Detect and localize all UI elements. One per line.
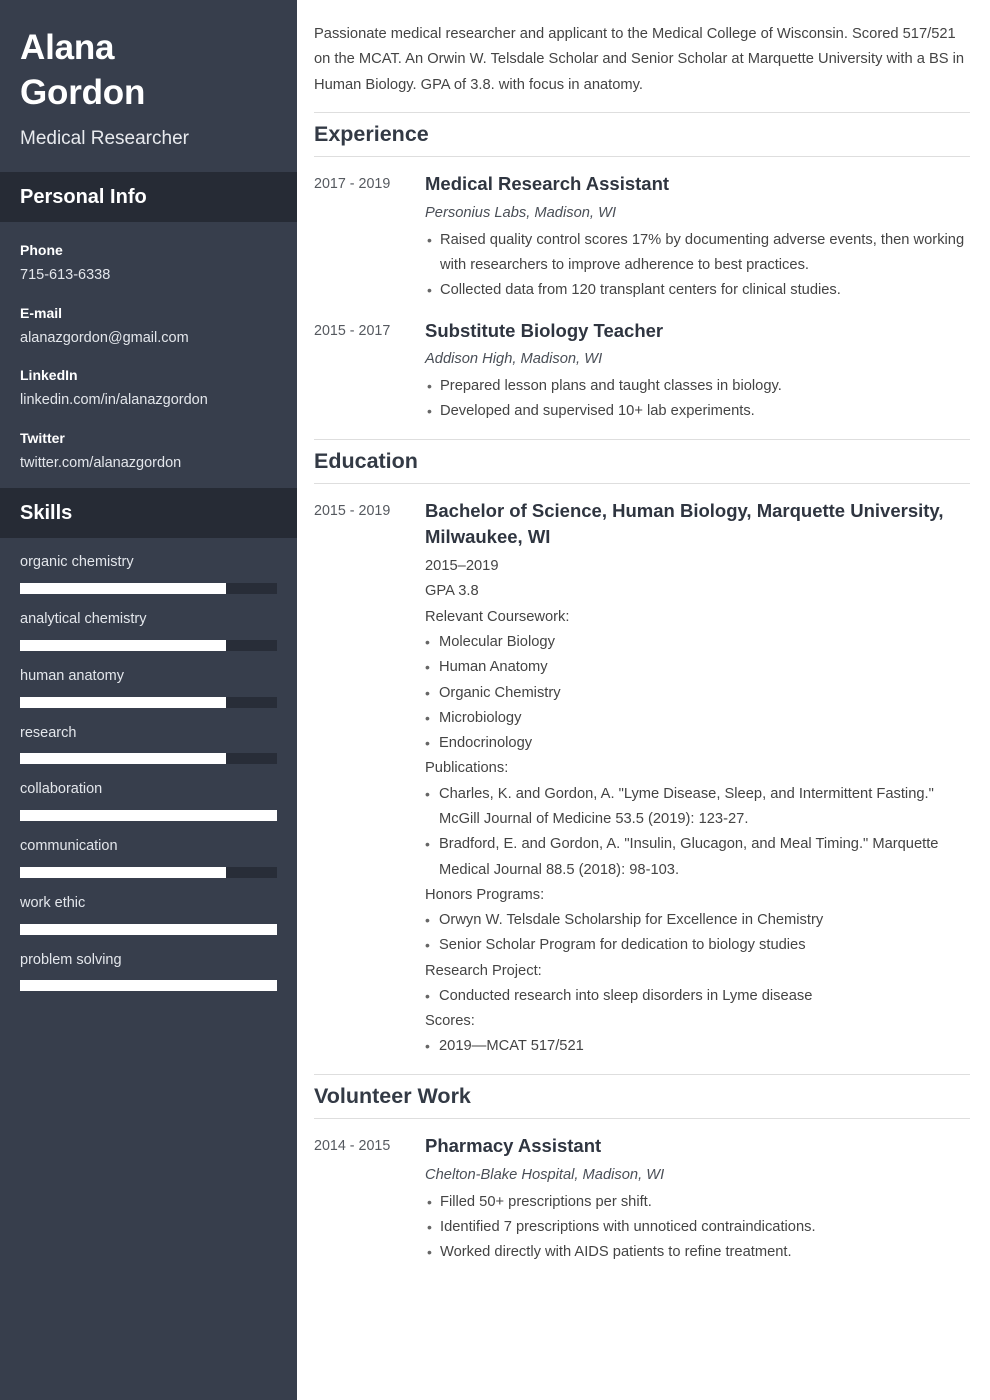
entry-dates: 2015 - 2019 <box>314 503 391 520</box>
contact-value-linkedin[interactable]: linkedin.com/in/alanazgordon <box>20 392 208 409</box>
education-bullet-list <box>425 630 970 756</box>
skill-item <box>20 723 277 765</box>
volunteer-entry <box>314 1133 970 1265</box>
skill-level-fill <box>20 867 226 878</box>
skill-item <box>20 666 277 708</box>
section-education <box>314 439 970 1060</box>
entry-job-title: Pharmacy Assistant <box>425 1135 602 1157</box>
entry-body <box>425 498 970 1060</box>
contact-value-phone[interactable]: 715-613-6338 <box>20 267 111 284</box>
contact-value-email[interactable]: alanazgordon@gmail.com <box>20 329 189 346</box>
skill-label: collaboration <box>20 781 103 798</box>
personal-info-header <box>0 172 297 222</box>
skill-level-track <box>20 867 277 878</box>
skill-level-fill <box>20 980 277 991</box>
skill-item <box>20 779 277 821</box>
entry-bullet-list <box>425 1190 970 1266</box>
entry-organization: Personius Labs, Madison, WI <box>425 204 617 221</box>
education-bullet: • Human Anatomy <box>425 655 970 680</box>
skill-level-fill <box>20 924 277 935</box>
skill-level-track <box>20 753 277 764</box>
contact-label: Phone <box>20 242 63 259</box>
section-volunteer <box>314 1074 970 1266</box>
candidate-name: Alana Gordon <box>20 28 146 112</box>
skill-level-fill <box>20 583 226 594</box>
entry-bullet: • Worked directly with AIDS patients to refine treatment. <box>425 1240 970 1265</box>
skill-item <box>20 950 277 992</box>
contact-value-twitter[interactable]: twitter.com/alanazgordon <box>20 454 182 471</box>
education-bullet-list <box>425 908 970 959</box>
education-bullet-list <box>425 782 970 883</box>
entry-body <box>425 1133 970 1265</box>
contact-list <box>0 222 297 488</box>
education-bullet: • Microbiology <box>425 706 970 731</box>
entry-dates: 2017 - 2019 <box>314 176 391 193</box>
skill-level-fill <box>20 697 226 708</box>
entry-organization: Addison High, Madison, WI <box>425 351 603 368</box>
section-header-volunteer <box>314 1074 970 1119</box>
skill-item <box>20 609 277 651</box>
entry-dates: 2015 - 2017 <box>314 322 391 339</box>
contact-item-phone <box>20 240 277 286</box>
skill-label: human anatomy <box>20 667 124 684</box>
entry-body <box>425 318 970 425</box>
skill-label: communication <box>20 838 118 855</box>
experience-entry <box>314 318 970 425</box>
skill-item <box>20 552 277 594</box>
skills-list <box>0 538 297 1011</box>
education-detail-line: Scores: <box>425 1013 475 1030</box>
education-detail-line: Relevant Coursework: <box>425 608 570 625</box>
education-bullet: • Orwyn W. Telsdale Scholarship for Excellence in Chemistry <box>425 908 970 933</box>
education-bullet: • Conducted research into sleep disorders in Lyme disease <box>425 984 970 1009</box>
main-content <box>297 0 990 1400</box>
skill-level-track <box>20 924 277 935</box>
skill-level-track <box>20 980 277 991</box>
skill-item <box>20 836 277 878</box>
section-header-experience <box>314 112 970 157</box>
contact-label: LinkedIn <box>20 367 78 384</box>
skill-label: research <box>20 724 77 741</box>
skill-label: organic chemistry <box>20 554 134 571</box>
education-detail-line: Honors Programs: <box>425 886 545 903</box>
education-detail-lines <box>425 554 970 1060</box>
education-bullet-list <box>425 984 970 1009</box>
personal-info-heading: Personal Info <box>20 186 147 209</box>
skill-level-fill <box>20 753 226 764</box>
contact-item-email <box>20 303 277 349</box>
skill-level-track <box>20 583 277 594</box>
entry-degree-title: Bachelor of Science, Human Biology, Marquette University, Milwaukee, WI <box>425 500 944 547</box>
skill-level-fill <box>20 810 277 821</box>
entry-organization: Chelton-Blake Hospital, Madison, WI <box>425 1166 665 1183</box>
education-detail-line: 2015–2019 <box>425 558 499 575</box>
section-title-education: Education <box>314 448 418 473</box>
section-header-education <box>314 439 970 484</box>
skill-label: work ethic <box>20 894 86 911</box>
education-bullet: • Senior Scholar Program for dedication to biology studies <box>425 933 970 958</box>
entry-dates: 2014 - 2015 <box>314 1138 391 1155</box>
education-bullet-list <box>425 1034 970 1059</box>
skill-level-fill <box>20 640 226 651</box>
section-title-experience: Experience <box>314 121 429 146</box>
skill-label: problem solving <box>20 951 122 968</box>
contact-item-twitter <box>20 428 277 474</box>
entry-bullet: • Identified 7 prescriptions with unnoticed contraindications. <box>425 1215 970 1240</box>
entry-bullet-list <box>425 374 970 425</box>
professional-summary: Passionate medical researcher and applicant to the Medical College of Wisconsin. Scored 517/521 on the MCAT. An Orwin W. Telsdale Scholar and Senior Scholar at Marquette University with a BS in Human Biology. GPA of 3.8. with focus in anatomy. <box>314 26 965 93</box>
entry-bullet: • Raised quality control scores 17% by documenting adverse events, then working with researchers to improve adherence to best practices. <box>425 228 970 279</box>
skill-item <box>20 893 277 935</box>
education-bullet: • Charles, K. and Gordon, A. "Lyme Disease, Sleep, and Intermittent Fasting." McGill Journal of Medicine 53.5 (2019): 123-27. <box>425 782 970 833</box>
section-experience <box>314 112 970 425</box>
sidebar <box>0 0 297 1400</box>
skill-level-track <box>20 810 277 821</box>
experience-entry <box>314 171 970 303</box>
education-bullet: • Endocrinology <box>425 731 970 756</box>
contact-label: E-mail <box>20 304 63 321</box>
education-entry <box>314 498 970 1060</box>
education-bullet: • Molecular Biology <box>425 630 970 655</box>
entry-bullet: • Collected data from 120 transplant centers for clinical studies. <box>425 278 970 303</box>
entry-bullet: • Developed and supervised 10+ lab experiments. <box>425 399 970 424</box>
education-detail-line: Publications: <box>425 760 509 777</box>
education-bullet: • 2019—MCAT 517/521 <box>425 1034 970 1059</box>
entry-body <box>425 171 970 303</box>
entry-bullet: • Prepared lesson plans and taught classes in biology. <box>425 374 970 399</box>
skills-header <box>0 488 297 538</box>
education-bullet: • Organic Chemistry <box>425 681 970 706</box>
entry-job-title: Medical Research Assistant <box>425 173 670 195</box>
entry-bullet-list <box>425 228 970 304</box>
entry-bullet: • Filled 50+ prescriptions per shift. <box>425 1190 970 1215</box>
skill-label: analytical chemistry <box>20 611 147 628</box>
education-detail-line: GPA 3.8 <box>425 583 479 600</box>
contact-label: Twitter <box>20 429 65 446</box>
identity-block <box>0 0 297 172</box>
education-detail-line: Research Project: <box>425 962 542 979</box>
skill-level-track <box>20 640 277 651</box>
skill-level-track <box>20 697 277 708</box>
candidate-job-title: Medical Researcher <box>20 127 189 149</box>
contact-item-linkedin <box>20 365 277 411</box>
entry-job-title: Substitute Biology Teacher <box>425 319 664 341</box>
education-bullet: • Bradford, E. and Gordon, A. "Insulin, Glucagon, and Meal Timing." Marquette Medical Journal 88.5 (2018): 98-103. <box>425 832 970 883</box>
section-title-volunteer: Volunteer Work <box>314 1083 471 1108</box>
skills-heading: Skills <box>20 502 73 525</box>
